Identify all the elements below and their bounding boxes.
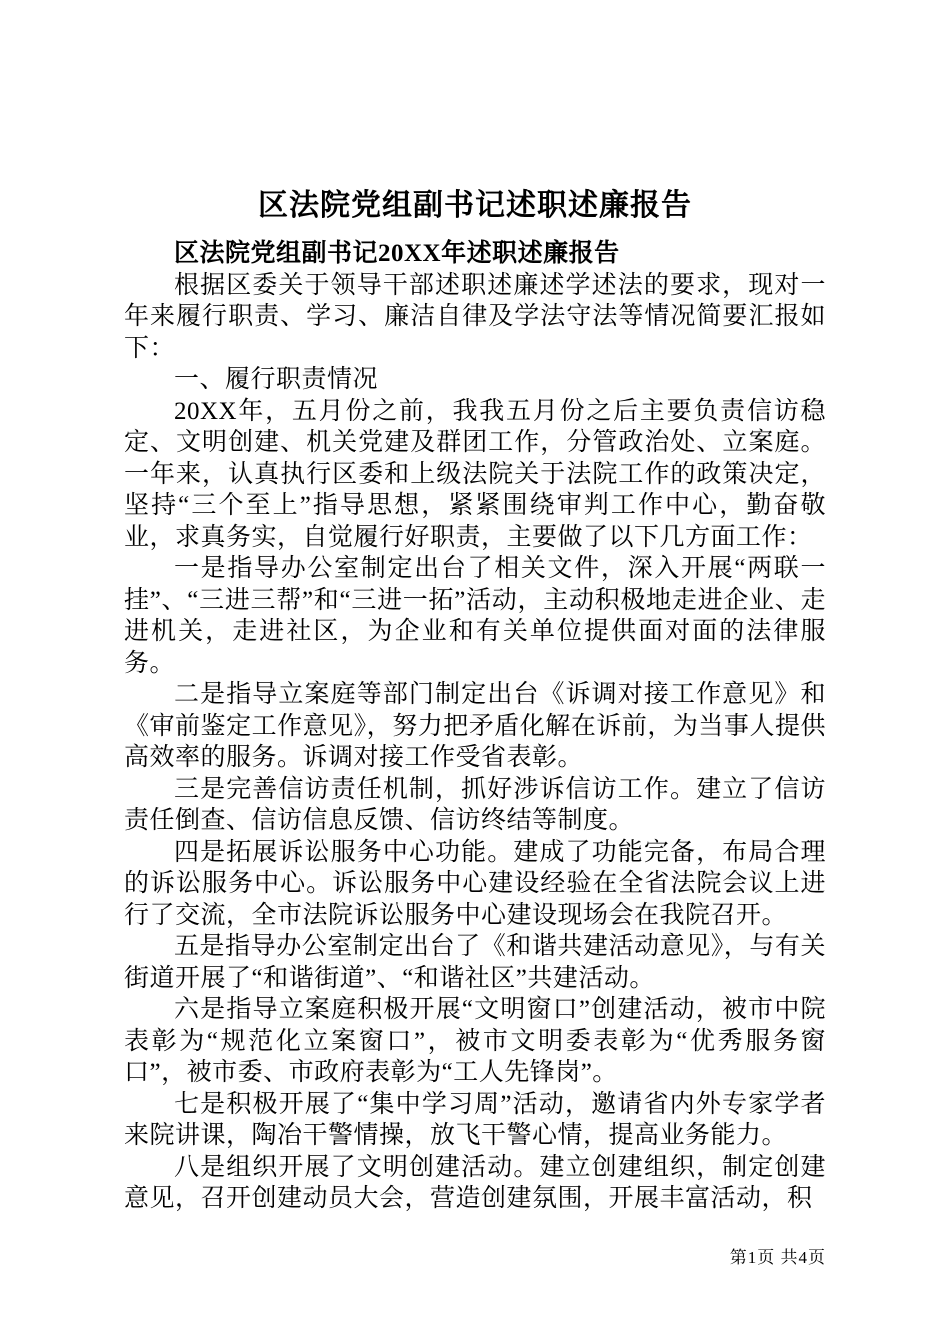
paragraph: 区法院党组副书记20XX年述职述廉报告 <box>174 240 620 267</box>
paragraph: 六是指导立案庭积极开展“文明窗口”创建活动，被市中院表彰为“规范化立案窗口”，被市文明委表彰为“优秀服务窗口”，被市委、市政府表彰为“工人先锋岗”。 <box>124 996 826 1086</box>
paragraph: 20XX年，五月份之前，我我五月份之后主要负责信访稳定、文明创建、机关党建及群团工作，分管政治处、立案庭。一年来，认真执行区委和上级法院关于法院工作的政策决定，坚持“三个至上”指导思想，紧紧围绕审判工作中心，勤奋敬业，求真务实，自觉履行好职责，主要做了以下几方面工作： <box>124 397 826 551</box>
paragraph: 三是完善信访责任机制，抓好涉诉信访工作。建立了信访责任倒查、信访信息反馈、信访终结等制度。 <box>124 775 826 834</box>
paragraph: 四是拓展诉讼服务中心功能。建成了功能完备，布局合理的诉讼服务中心。诉讼服务中心建设经验在全省法院会议上进行了交流，全市法院诉讼服务中心建设现场会在我院召开。 <box>124 838 826 929</box>
section-heading: 一、履行职责情况 <box>174 366 379 393</box>
paragraph: 八是组织开展了文明创建活动。建立创建组织，制定创建意见，召开创建动员大会，营造创建氛围，开展丰富活动，积 <box>124 1153 826 1212</box>
page-number-footer: 第1页 共4页 <box>729 1248 826 1267</box>
paragraph: 五是指导办公室制定出台了《和谐共建活动意见》，与有关街道开展了“和谐街道”、“和谐社区”共建活动。 <box>124 933 826 992</box>
paragraph: 一是指导办公室制定出台了相关文件，深入开展“两联一挂”、“三进三帮”和“三进一拓”活动，主动积极地走进企业、走进机关，走进社区，为企业和有关单位提供面对面的法律服务。 <box>124 555 826 677</box>
document-title: 区法院党组副书记述职述廉报告 <box>258 189 692 222</box>
paragraph: 根据区委关于领导干部述职述廉述学述法的要求，现对一年来履行职责、学习、廉洁自律及学法守法等情况简要汇报如下： <box>124 271 826 362</box>
paragraph: 七是积极开展了“集中学习周”活动，邀请省内外专家学者来院讲课，陶冶干警情操，放飞干警心情，提高业务能力。 <box>124 1090 826 1149</box>
paragraph: 二是指导立案庭等部门制定出台《诉调对接工作意见》和《审前鉴定工作意见》，努力把矛盾化解在诉前，为当事人提供高效率的服务。诉调对接工作受省表彰。 <box>124 681 826 771</box>
